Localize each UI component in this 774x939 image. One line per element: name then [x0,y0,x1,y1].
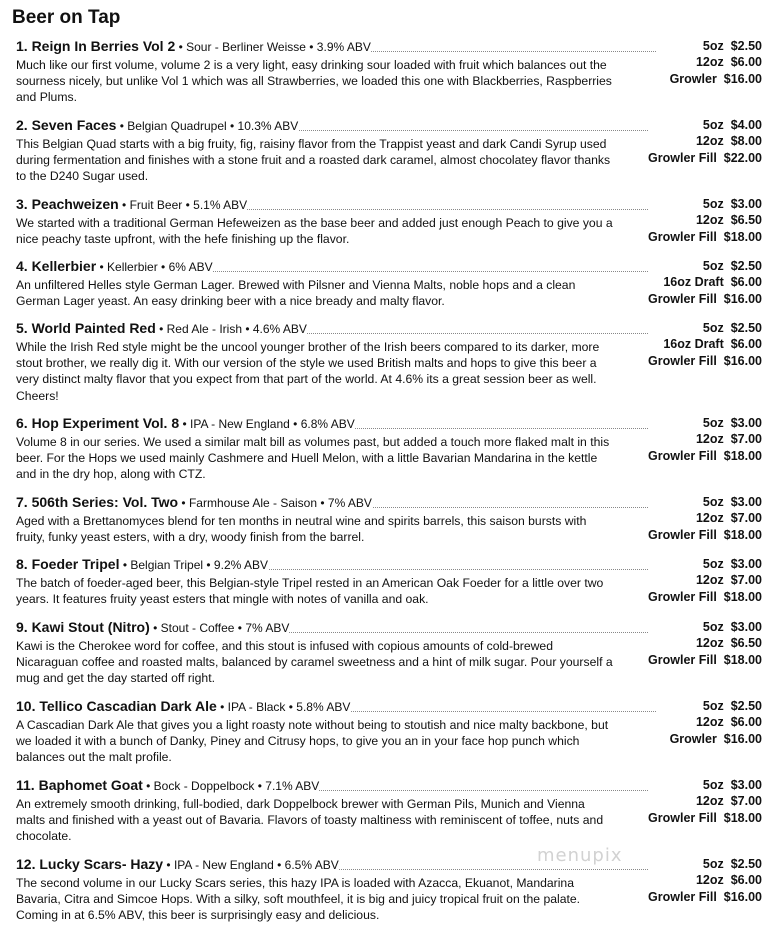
beer-description: An extremely smooth drinking, full-bodied, dark Doppelbock brewer with German Pils, Munich and Vienna malts and finished with a yeast out of Bavaria. Flavors of toasty maltiness with reminiscent of toffee, nuts and chocolate. [16,797,604,844]
price-list [670,698,762,747]
beer-name: 6. Hop Experiment Vol. 8 [16,415,180,431]
price-list [648,117,762,166]
beer-style-abv: • IPA - New England • 6.5% ABV [163,858,339,872]
price-row: 12oz $7.00 [648,431,762,447]
price-row: 12oz $7.00 [648,572,762,588]
price-row: Growler Fill $16.00 [648,291,762,306]
beer-description: This Belgian Quad starts with a big fruity, fig, raisiny flavor from the Trappist yeast and dark Candi Syrup used during fermentation and finishes with a stone fruit and a roasted dark caramel, almost chocolatey flavor thanks to the D240 Sugar used. [16,137,611,184]
price-row: Growler Fill $18.00 [648,448,762,463]
price-list [648,415,762,464]
price-row: 12oz $7.00 [648,793,762,809]
beer-description: We started with a traditional German Hefeweizen as the base beer and added just enough Peach to give you a nice peachy taste upfront, with the hefe finishing up the flavor. [16,216,613,247]
price-row: 12oz $6.50 [648,635,762,651]
beer-name: 9. Kawi Stout (Nitro) [16,619,150,635]
price-row: 5oz $2.50 [670,38,762,54]
price-row: Growler Fill $18.00 [648,810,762,825]
beer-style-abv: • Sour - Berliner Weisse • 3.9% ABV [175,40,371,54]
beer-description: An unfiltered Helles style German Lager. Brewed with Pilsner and Vienna Malts, noble hops and a clean German Lager yeast. An easy drinking beer with a nice bready and malty flavor. [16,278,576,309]
beer-item [16,698,762,766]
beer-style-abv: • Red Ale - Irish • 4.6% ABV [155,322,307,336]
beer-item [16,38,762,106]
beer-name: 1. Reign In Berries Vol 2 [16,38,176,54]
price-row: 5oz $3.00 [648,196,762,212]
beer-description: Aged with a Brettanomyces blend for ten months in neutral wine and spirits barrels, this saison bursts with fruity, funky yeast esters, with a dry, woody finish from the barrel. [16,514,587,545]
price-row: 5oz $2.50 [670,698,762,714]
beer-item [16,196,762,247]
price-row: 5oz $3.00 [648,415,762,431]
beer-name: 8. Foeder Tripel [16,556,120,572]
price-row: 5oz $3.00 [648,777,762,793]
beer-style-abv: • IPA - New England • 6.8% ABV [179,417,355,431]
price-row: 12oz $6.50 [648,212,762,228]
beer-name: 7. 506th Series: Vol. Two [16,494,179,510]
price-list [648,619,762,668]
price-list [648,320,762,369]
price-list [648,494,762,543]
beer-description: The batch of foeder-aged beer, this Belgian-style Tripel rested in an American Oak Foeder for a little over two years. It features fruity yeast esters that mingle with notes of vanilla and oak. [16,576,604,607]
beer-style-abv: • Bock - Doppelbock • 7.1% ABV [142,779,320,793]
beer-name: 12. Lucky Scars- Hazy [16,856,164,872]
price-row: 5oz $2.50 [648,320,762,336]
beer-heading [16,698,762,716]
price-list [648,856,762,905]
price-row: Growler Fill $18.00 [648,589,762,604]
price-row: 5oz $2.50 [648,856,762,872]
beer-style-abv: • Stout - Coffee • 7% ABV [149,621,290,635]
beer-item [16,415,762,483]
price-row: Growler $16.00 [669,71,762,86]
beer-description: Much like our first volume, volume 2 is a very light, easy drinking sour loaded with fruit which balances out the sourness nicely, but unlike Vol 1 which was all Strawberries, we loaded this one with Blackberries, Raspberries and Plums. [16,58,612,105]
price-row: Growler Fill $16.00 [648,889,762,904]
price-row: 12oz $6.00 [648,872,762,888]
price-row: 12oz $6.00 [670,714,762,730]
beer-name: 11. Baphomet Goat [16,777,143,793]
beer-name: 5. World Painted Red [16,320,156,336]
beer-heading [16,38,762,56]
beer-description: Volume 8 in our series. We used a similar malt bill as volumes past, but added a touch more flaked malt in this beer. For the Hops we used mainly Cashmere and Huell Melon, with a little Bavarian Mandarina in the kettle and in the dry hop, along with CTZ. [16,435,610,482]
beer-item [16,494,762,545]
beer-name: 3. Peachweizen [16,196,119,212]
beer-item [16,856,762,924]
watermark: menupix [537,845,623,866]
beer-style-abv: • Belgian Tripel • 9.2% ABV [119,558,268,572]
price-row: 5oz $4.00 [648,117,762,133]
beer-name: 10. Tellico Cascadian Dark Ale [16,698,217,714]
price-row: 5oz $3.00 [648,494,762,510]
beer-name: 2. Seven Faces [16,117,117,133]
beer-item [16,258,762,309]
beer-item [16,777,762,845]
beer-style-abv: • Farmhouse Ale - Saison • 7% ABV [178,496,372,510]
price-row: Growler $16.00 [669,731,762,746]
price-list [670,38,762,87]
price-row: Growler Fill $22.00 [648,150,762,165]
beer-name: 4. Kellerbier [16,258,97,274]
beer-style-abv: • Kellerbier • 6% ABV [96,260,213,274]
page-title: Beer on Tap [12,7,121,28]
price-list [648,556,762,605]
price-row: 5oz $3.00 [648,619,762,635]
price-row: 12oz $8.00 [648,133,762,149]
price-list [648,196,762,245]
price-row: 5oz $2.50 [648,258,762,274]
price-row: 5oz $3.00 [648,556,762,572]
beer-item [16,619,762,687]
beer-style-abv: • IPA - Black • 5.8% ABV [216,700,351,714]
price-row: 12oz $7.00 [648,510,762,526]
beer-description: The second volume in our Lucky Scars series, this hazy IPA is loaded with Azacca, Ekuanot, Mandarina Bavaria, Citra and Simcoe Hops. With a silky, soft mouthfeel, it is big and juicy tropical fruit on the palate. Coming in at 6.5% ABV, this beer is surprisingly easy and delicious. [16,876,581,923]
price-row: 12oz $6.00 [670,54,762,70]
beer-description: While the Irish Red style might be the uncool younger brother of the Irish beers compared to its darker, more stout brother, we really dig it. With our version of the style we used British malts and hops to give this beer a very distinct malty flavor that you expect from that part of the world. At 4.6% its a great session beer as well. Cheers! [16,340,600,403]
price-row: 16oz Draft $6.00 [648,336,762,352]
beer-item [16,117,762,185]
beer-description: Kawi is the Cherokee word for coffee, and this stout is infused with copious amounts of cold-brewed Nicaraguan coffee and roasted malts, balanced by caramel sweetness and a hint of milk sugar. Pour yourself a mug and get the day started off right. [16,639,613,686]
price-list [648,258,762,307]
beer-item [16,556,762,607]
beer-item [16,320,762,404]
beer-style-abv: • Belgian Quadrupel • 10.3% ABV [116,119,299,133]
price-row: Growler Fill $18.00 [648,229,762,244]
beer-style-abv: • Fruit Beer • 5.1% ABV [118,198,248,212]
beer-description: A Cascadian Dark Ale that gives you a light roasty note without being to stoutish and nice malty backbone, but we loaded it with a bunch of Danky, Piney and Citrusy hops, to give you an in your face hop punch which balances out the malt profile. [16,718,609,765]
price-row: Growler Fill $18.00 [648,652,762,667]
price-list [648,777,762,826]
price-row: Growler Fill $16.00 [648,353,762,368]
price-row: Growler Fill $18.00 [648,527,762,542]
price-row: 16oz Draft $6.00 [648,274,762,290]
